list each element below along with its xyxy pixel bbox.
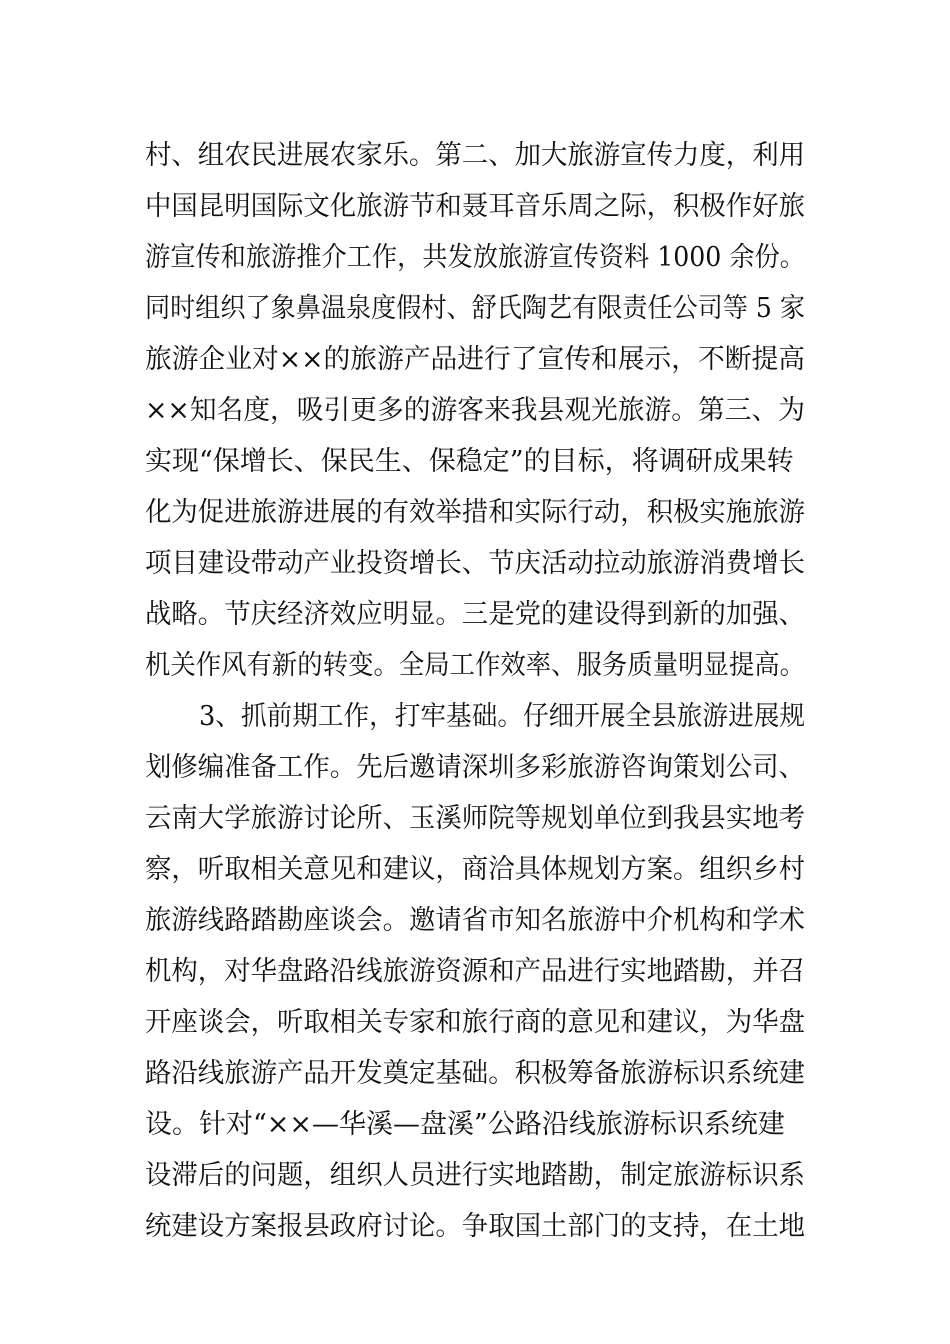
text-line	[0, 895, 950, 946]
text-line-content: 化为促进旅游进展的有效举措和实际行动，积极实施旅游	[145, 497, 805, 528]
text-line	[0, 691, 950, 742]
text-line	[0, 385, 950, 436]
text-line-content: 设。针对“××—华溪—盘溪”公路沿线旅游标识系统建	[145, 1109, 785, 1140]
text-line-content: ××知名度，吸引更多的游客来我县观光旅游。第三、为	[145, 395, 805, 426]
text-line-content: 路沿线旅游产品开发奠定基础。积极筹备旅游标识系统建	[145, 1058, 805, 1089]
text-line-content: 3、抓前期工作，打牢基础。仔细开展全县旅游进展规	[199, 701, 805, 732]
text-line-content: 云南大学旅游讨论所、玉溪师院等规划单位到我县实地考	[145, 803, 805, 834]
text-line-content: 同时组织了象鼻温泉度假村、舒氏陶艺有限责任公司等 5 家	[145, 293, 805, 324]
text-line-content: 战略。节庆经济效应明显。三是党的建设得到新的加强、	[145, 599, 805, 630]
text-line-content: 旅游企业对××的旅游产品进行了宣传和展示，不断提高	[145, 344, 805, 375]
text-line-content: 机关作风有新的转变。全局工作效率、服务质量明显提高。	[145, 650, 805, 681]
text-line-content: 实现“保增长、保民生、保稳定”的目标，将调研成果转	[145, 446, 794, 477]
text-line	[0, 946, 950, 997]
text-line-content: 划修编准备工作。先后邀请深圳多彩旅游咨询策划公司、	[145, 752, 805, 783]
text-line	[0, 283, 950, 334]
text-line	[0, 1201, 950, 1252]
text-line-content: 开座谈会，听取相关专家和旅行商的意见和建议，为华盘	[145, 1007, 805, 1038]
text-line	[0, 538, 950, 589]
text-line-content: 中国昆明国际文化旅游节和聂耳音乐周之际，积极作好旅	[145, 191, 805, 222]
text-line	[0, 487, 950, 538]
text-line-content: 项目建设带动产业投资增长、节庆活动拉动旅游消费增长	[145, 548, 805, 579]
text-line	[0, 334, 950, 385]
text-line-content: 统建设方案报县政府讨论。争取国土部门的支持，在土地	[145, 1211, 805, 1242]
text-line	[0, 742, 950, 793]
text-line-content: 旅游线路踏勘座谈会。邀请省市知名旅游中介机构和学术	[145, 905, 805, 936]
text-line	[0, 1048, 950, 1099]
text-line-content: 察，听取相关意见和建议，商洽具体规划方案。组织乡村	[145, 854, 805, 885]
text-line	[0, 130, 950, 181]
text-line	[0, 181, 950, 232]
text-line	[0, 997, 950, 1048]
text-line	[0, 232, 950, 283]
text-line	[0, 844, 950, 895]
text-line-content: 机构，对华盘路沿线旅游资源和产品进行实地踏勘，并召	[145, 956, 805, 987]
text-line-content: 游宣传和旅游推介工作，共发放旅游宣传资料 1000 余份。	[145, 242, 805, 273]
text-line	[0, 640, 950, 691]
text-line-content: 村、组农民进展农家乐。第二、加大旅游宣传力度，利用	[145, 140, 805, 171]
text-line	[0, 1150, 950, 1201]
text-line	[0, 436, 950, 487]
text-line-content: 设滞后的问题，组织人员进行实地踏勘，制定旅游标识系	[145, 1160, 805, 1191]
text-line	[0, 589, 950, 640]
text-line	[0, 1099, 950, 1150]
text-line	[0, 793, 950, 844]
